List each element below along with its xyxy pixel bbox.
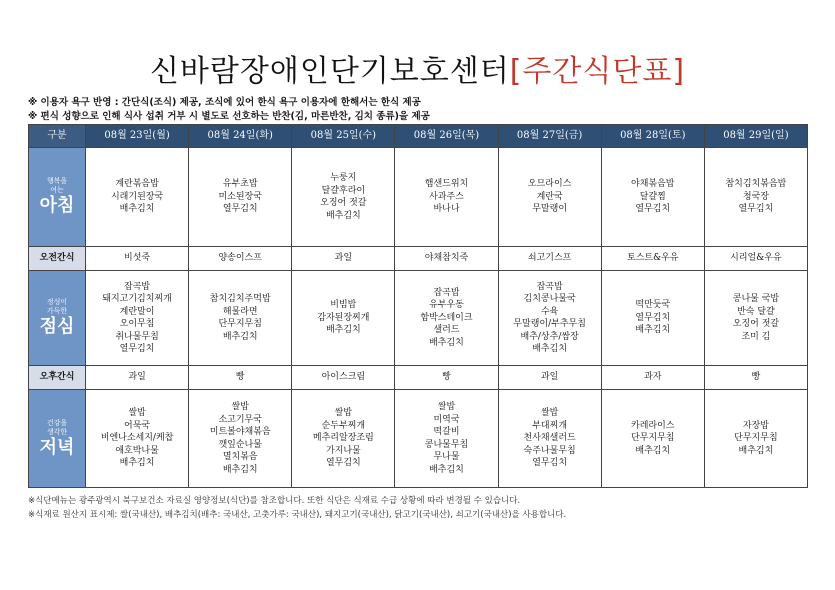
snack-cell: 과일 — [498, 366, 601, 390]
snack-cell: 과자 — [601, 366, 704, 390]
menu-item: 열무김치 — [222, 204, 258, 215]
dinner-label-small: 생각한 — [46, 427, 68, 436]
morning-snack-label: 오전간식 — [29, 247, 86, 271]
menu-item: 배추김치 — [325, 325, 361, 336]
menu-item: 쌀밥 — [334, 408, 353, 419]
menu-item: 배추/상추/쌈장 — [520, 331, 579, 342]
menu-item: 배추김치 — [325, 210, 361, 221]
menu-cell — [292, 148, 395, 247]
menu-item: 배추김치 — [222, 464, 258, 475]
snack-cell: 시리얼&우유 — [704, 247, 807, 271]
menu-cell — [601, 271, 704, 366]
menu-cell — [498, 148, 601, 247]
note-line: ※ 편식 성향으로 인해 식사 섭취 거부 시 별도로 선호하는 반찬(김, 마른반찬, 김치 종류)을 제공 — [28, 111, 430, 122]
footer-line: ※식재료 원산지 표시제: 쌀(국내산), 배추김치(배추: 국내산, 고춧가루: 국내산), 돼지고기(국내산), 닭고기(국내산), 쇠고기(국내산)을 사용합니다. — [28, 510, 567, 520]
menu-cell — [498, 271, 601, 366]
menu-item: 배추김치 — [222, 331, 258, 342]
footer-line: ※식단메뉴는 광주광역시 북구보건소 자료실 영양정보(식단)를 참조합니다. 또한 식단은 식재료 수급 상황에 따라 변경될 수 있습니다. — [28, 496, 521, 506]
menu-item: 배추김치 — [532, 344, 568, 354]
menu-item: 사과주스 — [429, 191, 464, 202]
afternoon-snack-row — [29, 366, 808, 390]
menu-item: 가지나물 — [325, 445, 361, 456]
menu-item: 열무김치 — [635, 312, 671, 323]
breakfast-label-small: 여는 — [50, 186, 64, 194]
menu-item: 자장밥 — [742, 420, 769, 431]
breakfast-row — [29, 148, 808, 247]
breakfast-label-big: 아침 — [39, 195, 75, 216]
breakfast-label-small: 행복을 — [46, 177, 68, 185]
lunch-label-big: 점심 — [39, 316, 75, 337]
menu-cell — [189, 148, 292, 247]
menu-item: 떡만둣국 — [635, 300, 671, 311]
menu-item: 쌀밥 — [437, 402, 456, 412]
menu-item: 배추김치 — [635, 325, 671, 336]
menu-cell — [86, 271, 189, 366]
menu-item: 쌀밥 — [540, 408, 559, 419]
menu-item: 단무지무침 — [218, 319, 262, 329]
menu-item: 비빔밥 — [330, 300, 357, 311]
menu-item: 계란국 — [536, 191, 563, 202]
menu-item: 어묵국 — [124, 420, 151, 431]
menu-item: 미트볼야채볶음 — [209, 427, 271, 437]
snack-cell: 토스트&우유 — [601, 247, 704, 271]
menu-cell — [189, 271, 292, 366]
menu-cell — [86, 390, 189, 488]
menu-item: 무말랭이 — [532, 204, 568, 215]
menu-item: 미역국 — [433, 414, 460, 425]
menu-item: 무말랭이/부추무침 — [513, 319, 586, 329]
menu-item: 달걀찜 — [639, 191, 666, 202]
menu-item: 참치김치주먹밥 — [209, 294, 271, 304]
menu-item: 무나물 — [433, 452, 460, 462]
menu-item: 샐러드 — [433, 325, 460, 336]
snack-cell: 과일 — [292, 247, 395, 271]
menu-item: 천사채샐러드 — [523, 433, 576, 444]
menu-item: 잡곡밥 — [536, 281, 563, 292]
snack-cell: 양송이스프 — [189, 247, 292, 271]
lunch-row — [29, 271, 808, 366]
menu-item: 쌀밥 — [231, 402, 249, 412]
menu-cell — [704, 390, 807, 488]
note-line: ※ 이용자 욕구 반영 : 간단식(조식) 제공, 조식에 있어 한식 욕구 이용자에 한해서는 한식 제공 — [28, 97, 421, 108]
menu-item: 배추김치 — [119, 204, 155, 215]
menu-item: 취나물무침 — [115, 331, 159, 342]
menu-item: 누룽지 — [330, 173, 357, 183]
header-day: 08월 26일(목) — [395, 125, 498, 148]
menu-item: 바나나 — [433, 204, 460, 215]
menu-item: 애호박나물 — [115, 445, 159, 456]
header-day: 08월 23일(월) — [86, 125, 189, 148]
dinner-label-small: 건강을 — [46, 418, 68, 427]
morning-snack-row — [29, 247, 808, 271]
menu-item: 수육 — [540, 306, 559, 317]
dinner-row — [29, 390, 808, 488]
lunch-label — [29, 271, 86, 366]
header-day: 08월 29일(일) — [704, 125, 807, 148]
menu-item: 숙주나물무침 — [523, 445, 576, 456]
menu-cell — [601, 390, 704, 488]
menu-item: 떡갈비 — [433, 427, 460, 437]
menu-item: 잡곡밥 — [433, 287, 460, 298]
snack-cell: 빵 — [395, 366, 498, 390]
menu-item: 잡곡밥 — [124, 281, 151, 292]
afternoon-snack-label: 오후간식 — [29, 366, 86, 390]
center-name: 신바람장애인단기보호센터 — [149, 54, 510, 89]
snack-cell: 비섯죽 — [86, 247, 189, 271]
menu-item: 열무김치 — [738, 204, 774, 215]
menu-cell — [395, 271, 498, 366]
menu-item: 배추김치 — [429, 337, 464, 348]
menu-item: 열무김치 — [119, 344, 155, 354]
menu-item: 단무지무침 — [631, 433, 675, 444]
menu-item: 열무김치 — [325, 458, 361, 469]
header-day: 08월 28일(토) — [601, 125, 704, 148]
menu-item: 오므라이스 — [527, 179, 572, 190]
menu-title: [주간식단표] — [509, 54, 686, 89]
menu-item: 달걀후라이 — [321, 185, 366, 196]
menu-item: 열무김치 — [635, 204, 671, 215]
menu-item: 오징어 젓갈 — [320, 198, 367, 208]
menu-item: 함박스테이크 — [420, 312, 473, 323]
menu-item: 배추김치 — [429, 464, 464, 475]
lunch-label-small: 정성이 — [46, 298, 68, 306]
dinner-label-big: 저녁 — [39, 436, 75, 458]
header-row — [29, 125, 808, 148]
menu-item: 유부우동 — [429, 300, 464, 311]
weekly-menu-table — [28, 124, 808, 488]
menu-item: 배추김치 — [635, 445, 671, 456]
snack-cell: 빵 — [189, 366, 292, 390]
snack-cell: 빵 — [704, 366, 807, 390]
menu-cell — [292, 271, 395, 366]
menu-cell — [189, 390, 292, 488]
menu-item: 단무지무침 — [734, 433, 778, 444]
menu-item: 부대찌개 — [532, 420, 568, 431]
lunch-label-small: 가득한 — [46, 307, 68, 315]
menu-item: 비엔나소세지/케찹 — [100, 433, 174, 444]
menu-item: 시래기된장국 — [110, 191, 164, 202]
header-day: 08월 27일(금) — [498, 125, 601, 148]
menu-cell — [704, 148, 807, 247]
menu-cell — [86, 148, 189, 247]
menu-item: 오징어 젓갈 — [732, 319, 780, 329]
menu-item: 콩나물무침 — [424, 439, 469, 450]
menu-item: 돼지고기김치찌개 — [102, 294, 172, 304]
footer-notes — [28, 494, 566, 522]
menu-item: 야채볶음밥 — [631, 179, 675, 190]
menu-item: 쌀밥 — [128, 408, 146, 419]
menu-cell — [395, 148, 498, 247]
menu-item: 메추리알장조림 — [312, 433, 374, 444]
page-title — [0, 46, 835, 90]
menu-item: 소고기무국 — [218, 414, 262, 425]
menu-cell — [601, 148, 704, 247]
menu-item: 해물라면 — [222, 306, 258, 317]
menu-item: 참치김치볶음밥 — [725, 179, 787, 190]
snack-cell: 야채참치죽 — [395, 247, 498, 271]
menu-cell — [292, 390, 395, 488]
menu-item: 오이무침 — [119, 319, 155, 329]
dinner-label — [29, 390, 86, 488]
breakfast-label — [29, 148, 86, 247]
snack-cell: 쇠고기스프 — [498, 247, 601, 271]
menu-cell — [395, 390, 498, 488]
menu-cell — [498, 390, 601, 488]
menu-item: 깻잎순나물 — [218, 439, 262, 450]
menu-cell — [704, 271, 807, 366]
menu-item: 배추김치 — [119, 458, 155, 469]
menu-item: 햄샌드위치 — [424, 179, 469, 190]
header-day: 08월 25일(수) — [292, 125, 395, 148]
menu-item: 김치콩나물국 — [523, 294, 576, 304]
menu-item: 카레라이스 — [631, 420, 675, 431]
menu-item: 청국장 — [742, 191, 769, 202]
snack-cell: 아이스크림 — [292, 366, 395, 390]
menu-item: 콩나물 국밥 — [732, 294, 780, 304]
header-corner: 구분 — [29, 125, 86, 148]
menu-item: 조미 김 — [741, 331, 771, 342]
menu-item: 감자된장찌개 — [317, 312, 370, 323]
menu-item: 유부초밥 — [222, 179, 258, 190]
menu-item: 미소된장국 — [218, 191, 262, 202]
menu-item: 순두부찌개 — [321, 420, 366, 431]
notes — [28, 96, 430, 124]
snack-cell: 과일 — [86, 366, 189, 390]
menu-item: 반숙 달걀 — [737, 306, 775, 317]
menu-item: 계란말이 — [119, 306, 155, 317]
menu-item: 계란볶음밥 — [115, 179, 159, 190]
menu-item: 배추김치 — [738, 445, 774, 456]
header-day: 08월 24일(화) — [189, 125, 292, 148]
menu-item: 멸치볶음 — [222, 452, 258, 462]
menu-item: 열무김치 — [532, 458, 568, 469]
